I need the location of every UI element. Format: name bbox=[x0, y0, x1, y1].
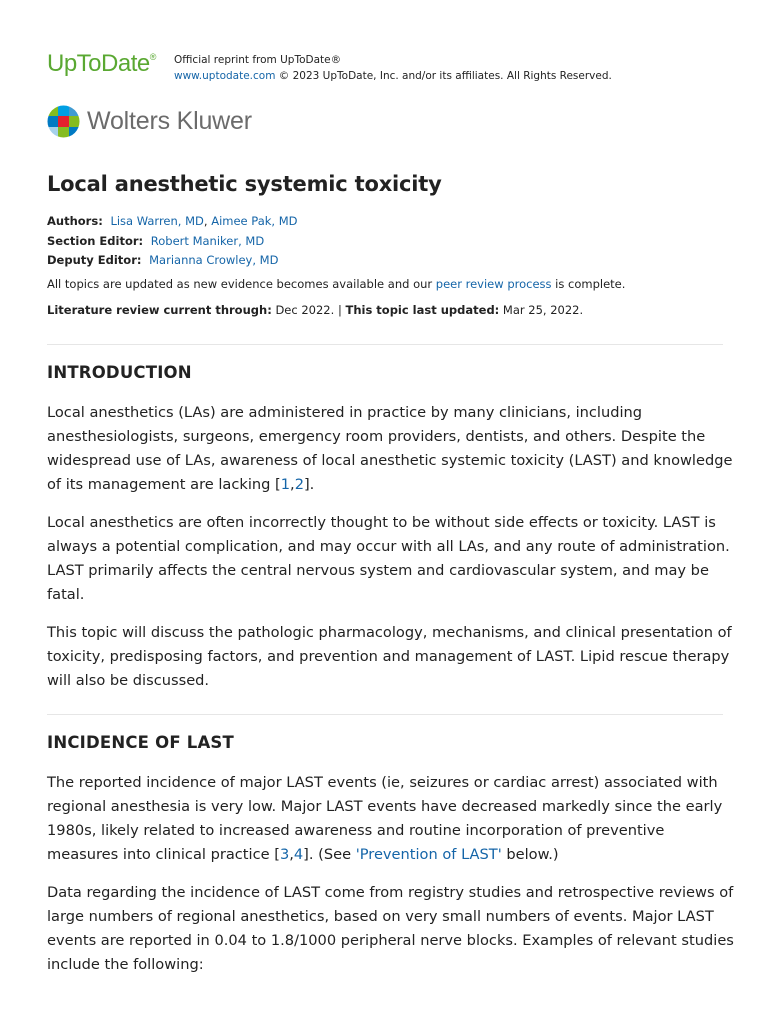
lit-review-date: Dec 2022. | bbox=[271, 303, 346, 317]
incidence-paragraph-1: The reported incidence of major LAST events (ie, seizures or cardiac arrest) associated with regional anesthesia is very low. Major LAST events have decreased markedly since the early 1980s, likely related to increased awareness and routine incorporation of preventive measures into clinical practice [3,4]. (See 'Prevention of LAST' below.) bbox=[47, 774, 723, 863]
section-heading-incidence: INCIDENCE OF LAST bbox=[47, 733, 234, 752]
intro-paragraph-3: This topic will discuss the pathologic pharmacology, mechanisms, and clinical presentation of toxicity, predisposing factors, and prevention and management of LAST. Lipid rescue therapy will also be discussed. bbox=[47, 624, 732, 689]
review-dates bbox=[47, 303, 583, 317]
page-title: Local anesthetic systemic toxicity bbox=[47, 172, 442, 196]
paragraph-text-mid: ]. (See bbox=[303, 846, 356, 863]
peer-review-link[interactable]: peer review process bbox=[435, 277, 552, 291]
deputy-editor-label: Deputy Editor: bbox=[47, 253, 142, 267]
intro-paragraph-2: Local anesthetics are often incorrectly thought to be without side effects or toxicity. LAST is always a potential complication, and may occur with all LAs, and any route of administration. LAST primarily affects the central nervous system and cardiovascular system, and may be fatal. bbox=[47, 514, 730, 603]
reference-link[interactable]: 1 bbox=[280, 476, 291, 493]
reprint-notice bbox=[174, 52, 612, 84]
section-editor-link[interactable]: Robert Maniker, MD bbox=[150, 233, 265, 248]
paragraph-text-end: ]. bbox=[303, 476, 315, 493]
uptodate-logo[interactable] bbox=[47, 50, 156, 78]
section-divider bbox=[47, 344, 723, 345]
last-updated-label: This topic last updated: bbox=[345, 303, 500, 317]
wolters-kluwer-mosaic-icon bbox=[47, 105, 80, 138]
deputy-editor-row bbox=[47, 251, 298, 271]
prevention-of-last-link[interactable]: 'Prevention of LAST' bbox=[355, 846, 502, 863]
copyright-text: © 2023 UpToDate, Inc. and/or its affiliates. All Rights Reserved. bbox=[275, 70, 612, 82]
uptodate-logo-text: UpToDate bbox=[47, 50, 150, 77]
uptodate-site-link[interactable]: www.uptodate.com bbox=[174, 70, 276, 82]
paragraph-text: The reported incidence of major LAST events (ie, seizures or cardiac arrest) associated with regional anesthesia is very low. Major LAST events have decreased markedly since the early 1980s, likely related to increased awareness and routine incorporation of preventive measures into clinical practice [ bbox=[47, 774, 723, 863]
author-separator: , bbox=[203, 214, 212, 228]
section-editor-label: Section Editor: bbox=[47, 233, 144, 248]
author-link[interactable]: Aimee Pak, MD bbox=[211, 214, 298, 228]
reference-link[interactable]: 3 bbox=[279, 846, 290, 863]
reference-link[interactable]: 4 bbox=[293, 846, 304, 863]
reprint-line: Official reprint from UpToDate® bbox=[174, 54, 342, 66]
update-note-text: All topics are updated as new evidence becomes available and our bbox=[47, 277, 436, 291]
section-editor-row bbox=[47, 232, 298, 252]
section-divider bbox=[47, 714, 723, 715]
authors-row bbox=[47, 212, 298, 232]
last-updated-date: Mar 25, 2022. bbox=[499, 303, 584, 317]
section-heading-introduction: INTRODUCTION bbox=[47, 363, 192, 382]
registered-mark: ® bbox=[149, 52, 156, 62]
update-policy-note bbox=[47, 277, 625, 291]
update-note-text-end: is complete. bbox=[551, 277, 626, 291]
copyright-line bbox=[174, 68, 612, 84]
paragraph-text-end: below.) bbox=[501, 846, 559, 863]
authors-label: Authors: bbox=[47, 214, 103, 228]
paragraph-text: Local anesthetics (LAs) are administered in practice by many clinicians, including anesthesiologists, surgeons, emergency room providers, dentists, and others. Despite the widespread use of LAs, awareness of local anesthetic systemic toxicity (LAST) and knowledge of its management are lacking [ bbox=[47, 404, 733, 493]
lit-review-label: Literature review current through: bbox=[47, 303, 272, 317]
reference-link[interactable]: 2 bbox=[294, 476, 304, 493]
incidence-paragraph-2: Data regarding the incidence of LAST come from registry studies and retrospective reviews of large numbers of regional anesthetics, based on very small numbers of events. Major LAST events are reported in 0.04 to 1.8/1000 peripheral nerve blocks. Examples of relevant studies include the following: bbox=[47, 884, 734, 973]
wolters-kluwer-logo bbox=[47, 104, 252, 138]
intro-paragraph-1: Local anesthetics (LAs) are administered in practice by many clinicians, including anesthesiologists, surgeons, emergency room providers, dentists, and others. Despite the widespread use of LAs, awareness of local anesthetic systemic toxicity (LAST) and knowledge of its management are lacking [1,2]. bbox=[47, 404, 733, 493]
wolters-kluwer-wordmark: Wolters Kluwer bbox=[87, 106, 252, 135]
author-link[interactable]: Lisa Warren, MD bbox=[110, 214, 204, 228]
deputy-editor-link[interactable]: Marianna Crowley, MD bbox=[149, 253, 279, 267]
article-credits bbox=[47, 212, 298, 271]
